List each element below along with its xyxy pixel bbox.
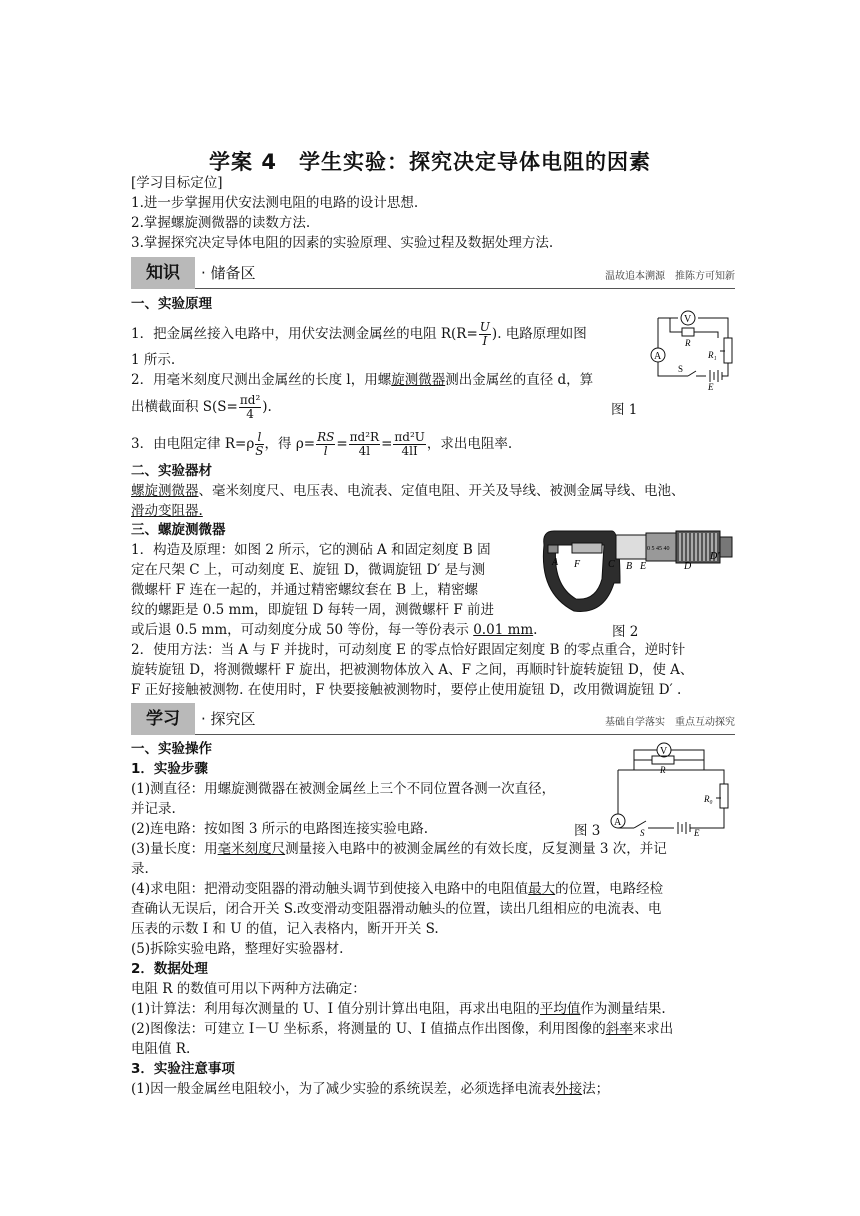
paragraph: (1)计算法：利用每次测量的 U、I 值分别计算出电阻，再求出电阻的平均值作为测量结果. <box>131 1001 666 1017</box>
svg-text:E: E <box>640 561 647 572</box>
section-banner-study <box>131 703 735 735</box>
section-sub-label: · 探究区 <box>201 710 256 728</box>
svg-text:S: S <box>640 828 645 836</box>
paragraph: 定在尺架 C 上，可动刻度 E、旋钮 D，微调旋钮 D′ 是与测 <box>131 562 486 578</box>
svg-text:R₀: R₀ <box>704 794 713 804</box>
heading-steps: 1．实验步骤 <box>131 761 208 777</box>
section-banner-knowledge <box>131 257 735 289</box>
figure-caption: 图 3 <box>574 823 601 839</box>
svg-text:V: V <box>684 314 692 325</box>
svg-text:S: S <box>678 364 684 374</box>
paragraph: 压表的示数 I 和 U 的值，记入表格内，断开开关 S. <box>131 921 439 937</box>
paragraph: 电阻 R 的数值可用以下两种方法确定： <box>131 981 366 997</box>
heading-data: 2．数据处理 <box>131 961 208 977</box>
paragraph: 1 所示. <box>131 352 176 368</box>
heading-operation: 一、实验操作 <box>131 741 212 757</box>
paragraph: 1．构造及原理：如图 2 所示，它的测砧 A 和固定刻度 B 固 <box>131 542 491 558</box>
paragraph: 滑动变阻器. <box>131 503 203 519</box>
goals-heading: [学习目标定位] <box>131 175 223 191</box>
svg-text:F: F <box>574 559 581 570</box>
section-rule <box>195 734 735 735</box>
paragraph: (4)求电阻：把滑动变阻器的滑动触头调节到使接入电路中的电阻值最大的位置，电路经检 <box>131 881 664 897</box>
paragraph: 或后退 0.5 mm，可动刻度分成 50 等份，每一等份表示 0.01 mm. <box>131 622 538 638</box>
goal-item: 3.掌握探究决定导体电阻的因素的实验原理、实验过程及数据处理方法. <box>131 235 554 251</box>
paragraph: 2．用毫米刻度尺测出金属丝的长度 l，用螺旋测微器测出金属丝的直径 d，算 <box>131 372 594 388</box>
circuit-diagram-fig3 <box>604 742 740 836</box>
page-title: 学案 4 学生实验：探究决定导体电阻的因素 <box>209 150 651 174</box>
figure-caption: 图 1 <box>611 402 638 418</box>
paragraph: 查确认无误后，闭合开关 S.改变滑动变阻器滑动触头的位置，读出几组相应的电流表、电 <box>131 901 662 917</box>
svg-text:R: R <box>685 338 691 348</box>
paragraph: (1)测直径：用螺旋测微器在被测金属丝上三个不同位置各测一次直径， <box>131 781 556 797</box>
paragraph: 纹的螺距是 0.5 mm，即旋钮 D 每转一周，测微螺杆 F 前进 <box>131 602 495 618</box>
heading-notes: 3．实验注意事项 <box>131 1061 235 1077</box>
circuit-diagram-fig1 <box>648 298 738 390</box>
goal-item: 2.掌握螺旋测微器的读数方法. <box>131 215 311 231</box>
paragraph: 录. <box>131 861 149 877</box>
micrometer-figure-fig2 <box>534 523 734 619</box>
paragraph: (2)图像法：可建立 I－U 坐标系，将测量的 U、I 值描点作出图像，利用图像的斜率来求出 <box>131 1021 674 1037</box>
paragraph: 螺旋测微器、毫米刻度尺、电压表、电流表、定值电阻、开关及导线、被测金属导线、电池、 <box>131 483 685 499</box>
section-motto: 温故追本溯源 推陈方可知新 <box>605 271 735 282</box>
heading-equipment: 二、实验器材 <box>131 463 212 479</box>
fraction-l-over-s: $\frac{l}{S}$ <box>255 430 264 458</box>
section-rule <box>195 288 735 289</box>
section-block-label: 知识 <box>131 257 195 289</box>
svg-text:A: A <box>654 351 662 362</box>
paragraph: 并记录. <box>131 801 176 817</box>
svg-text:0 5 45 40: 0 5 45 40 <box>647 546 670 552</box>
svg-text:C: C <box>608 559 615 570</box>
paragraph: 2．使用方法：当 A 与 F 并拢时，可动刻度 E 的零点恰好跟固定刻度 B 的零点重合，逆时针 <box>131 642 686 658</box>
figure-caption: 图 2 <box>612 624 639 640</box>
section-block-label: 学习 <box>131 703 195 735</box>
svg-text:D: D <box>684 561 692 572</box>
svg-text:B: B <box>626 561 633 572</box>
svg-text:R₁: R₁ <box>708 350 717 360</box>
paragraph: (2)连电路：按如图 3 所示的电路图连接实验电路. <box>131 821 429 837</box>
paragraph: (5)拆除实验电路，整理好实验器材. <box>131 941 344 957</box>
svg-text:E: E <box>708 382 714 390</box>
svg-text:D': D' <box>710 551 720 562</box>
paragraph: 出横截面积 S(S= $\frac{\text{πd²}}{4}$ ). <box>131 393 272 421</box>
svg-text:V: V <box>660 746 668 757</box>
paragraph: F 正好接触被测物. 在使用时，F 快要接触被测物时，要停止使用旋钮 D，改用微调旋钮 D′ . <box>131 682 682 698</box>
heading-principle: 一、实验原理 <box>131 296 212 312</box>
paragraph: 电阻值 R. <box>131 1041 191 1057</box>
paragraph: 3．由电阻定律 R=ρ $\frac{l}{S}$ ，得 ρ= $\frac{RS}{l}$ = $\frac{\text{πd²R}}{4l}$ = $\frac{\text{πd²U}}{4lI}$ ，求出电阻率. <box>131 430 513 458</box>
goal-item: 1.进一步掌握用伏安法测电阻的电路的设计思想. <box>131 195 419 211</box>
section-motto: 基础自学落实 重点互动探究 <box>605 717 735 728</box>
svg-text:R: R <box>660 765 666 775</box>
paragraph: 1．把金属丝接入电路中，用伏安法测金属丝的电阻 R(R= $\frac{U}{I}$ ). 电路原理如图 <box>131 320 587 348</box>
paragraph: (3)量长度：用毫米刻度尺测量接入电路中的被测金属丝的有效长度，反复测量 3 次，并记 <box>131 841 667 857</box>
section-sub-label: · 储备区 <box>201 264 256 282</box>
paragraph: 旋转旋钮 D，将测微螺杆 F 旋出，把被测物体放入 A、F 之间，再顺时针旋转旋钮 D，使 A、 <box>131 662 694 678</box>
paragraph: 微螺杆 F 连在一起的，并通过精密螺纹套在 B 上，精密螺 <box>131 582 478 598</box>
heading-micrometer: 三、螺旋测微器 <box>131 522 226 538</box>
fraction-area: $\frac{\text{πd²}}{4}$ <box>239 393 261 421</box>
fraction-u-over-i: $\frac{U}{I}$ <box>479 320 490 348</box>
svg-text:E: E <box>694 828 700 836</box>
svg-text:A: A <box>614 817 622 828</box>
svg-text:A: A <box>552 557 559 568</box>
paragraph: (1)因一般金属丝电阻较小，为了减少实验的系统误差，必须选择电流表外接法； <box>131 1081 610 1097</box>
